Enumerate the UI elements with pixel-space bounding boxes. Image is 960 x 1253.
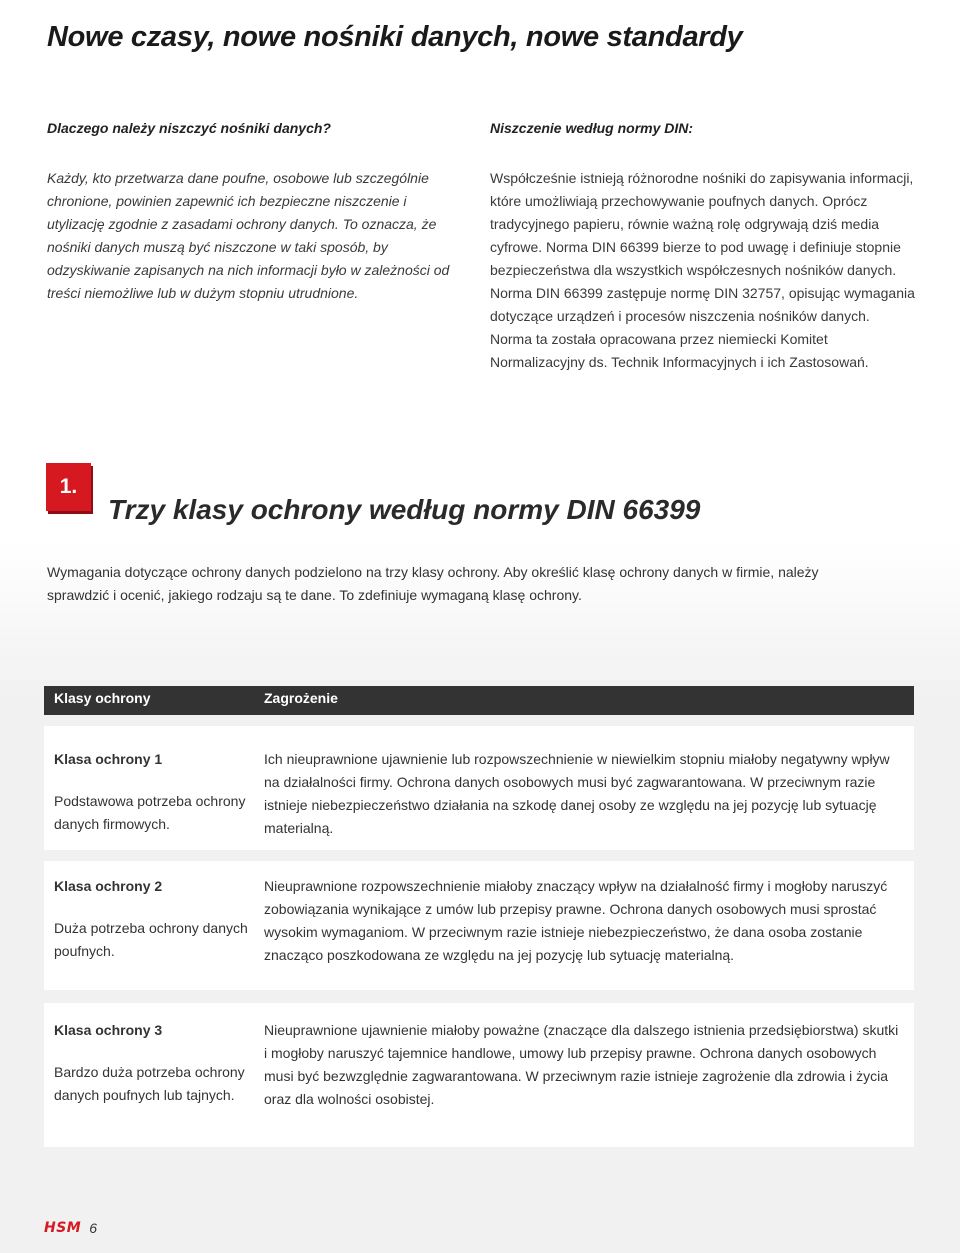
left-column-body: Każdy, kto przetwarza dane poufne, osobowe lub szczególnie chronione, powinien zapewnić ich bezpieczne niszczenie i utylizację zgodnie z zasadami ochrony danych. To oznacza, że nośniki danych muszą być niszczone w taki sposób, by odzyskiwanie zapisanych na nich informacji było w zależności od treści niemożliwe lub w dużym stopniu utrudnione. [47,170,450,301]
threat-cell [254,1019,914,1147]
hsm-logo: HSM [44,1220,82,1236]
page-title: Nowe czasy, nowe nośniki danych, nowe standardy [47,21,743,54]
table-row [44,861,914,990]
page-footer [44,1220,97,1236]
page-number: 6 [89,1220,98,1236]
section-number-badge: 1. [46,463,91,511]
header-threat: Zagrożenie [264,690,338,706]
right-column [490,117,915,374]
class-description: Duża potrzeba ochrony danych poufnych. [54,920,248,959]
section-intro: Wymagania dotyczące ochrony danych podzielono na trzy klasy ochrony. Aby określić klasę ochrony danych w firmie, należy sprawdzić i ocenić, jakiego rodzaju są te dane. To zdefiniuje wymaganą klasę ochrony. [47,564,819,603]
class-name: Klasa ochrony 2 [54,878,163,894]
header-class: Klasy ochrony [54,690,151,706]
threat-text: Nieuprawnione ujawnienie miałoby poważne (znaczące dla dalszego istnienia przedsiębiorstwa) skutki i mogłoby naruszyć tajemnice handlowe, umowy lub przepisy prawne. Ochrona danych osobowych musi być bezwzględnie zagwarantowana. W przeciwnym razie istnieje zagrożenie dla zdrowia i życia oraz dla wolności osobistej. [264,1022,899,1107]
protection-classes-table [44,686,914,1147]
class-name: Klasa ochrony 3 [54,1022,163,1038]
table-row [44,726,914,850]
section-title: Trzy klasy ochrony według normy DIN 66399 [108,494,701,526]
class-cell [44,1019,254,1147]
threat-cell [254,748,914,850]
right-column-body: Współcześnie istnieją różnorodne nośniki do zapisywania informacji, które umożliwiają przechowywanie poufnych danych. Oprócz tradycyjnego papieru, równie ważną rolę odgrywają dziś media cyfrowe. Norma DIN 66399 bierze to pod uwagę i definiuje stopnie bezpieczeństwa dla wszystkich współczesnych nośników danych. Norma DIN 66399 zastępuje normę DIN 32757, opisując wymagania dotyczące urządzeń i procesów niszczenia nośników danych. Norma ta została opracowana przez niemiecki Komitet Normalizacyjny ds. Technik Informacyjnych i ich Zastosowań. [490,170,915,370]
class-cell [44,748,254,850]
class-description: Podstawowa potrzeba ochrony danych firmowych. [54,793,246,832]
table-row [44,1003,914,1147]
class-description: Bardzo duża potrzeba ochrony danych poufnych lub tajnych. [54,1064,245,1103]
table-header [44,686,914,715]
left-column-heading: Dlaczego należy niszczyć nośniki danych? [47,120,331,136]
threat-text: Ich nieuprawnione ujawnienie lub rozpowszechnienie w niewielkim stopniu miałoby negatywny wpływ na działalności firmy. Ochrona danych osobowych musi być zagwarantowana. W przeciwnym razie istnieje niebezpieczeństwo działania na szkodę danej osoby ze względu na jej pozycję lub sytuację materialną. [264,751,890,836]
threat-text: Nieuprawnione rozpowszechnienie miałoby znaczący wpływ na działalność firmy i mogłoby naruszyć zobowiązania wynikające z umów lub przepisy prawne. Ochrona danych osobowych musi sprostać wysokim wymaganiom. W przeciwnym razie istnieje niebezpieczeństwo, że dana osoba zostanie znacząco poszkodowana ze względu na jej pozycję lub sytuację materialną. [264,878,888,963]
right-column-heading: Niszczenie według normy DIN: [490,120,694,136]
class-cell [44,875,254,990]
left-column [47,117,457,305]
class-name: Klasa ochrony 1 [54,751,163,767]
threat-cell [254,875,914,990]
